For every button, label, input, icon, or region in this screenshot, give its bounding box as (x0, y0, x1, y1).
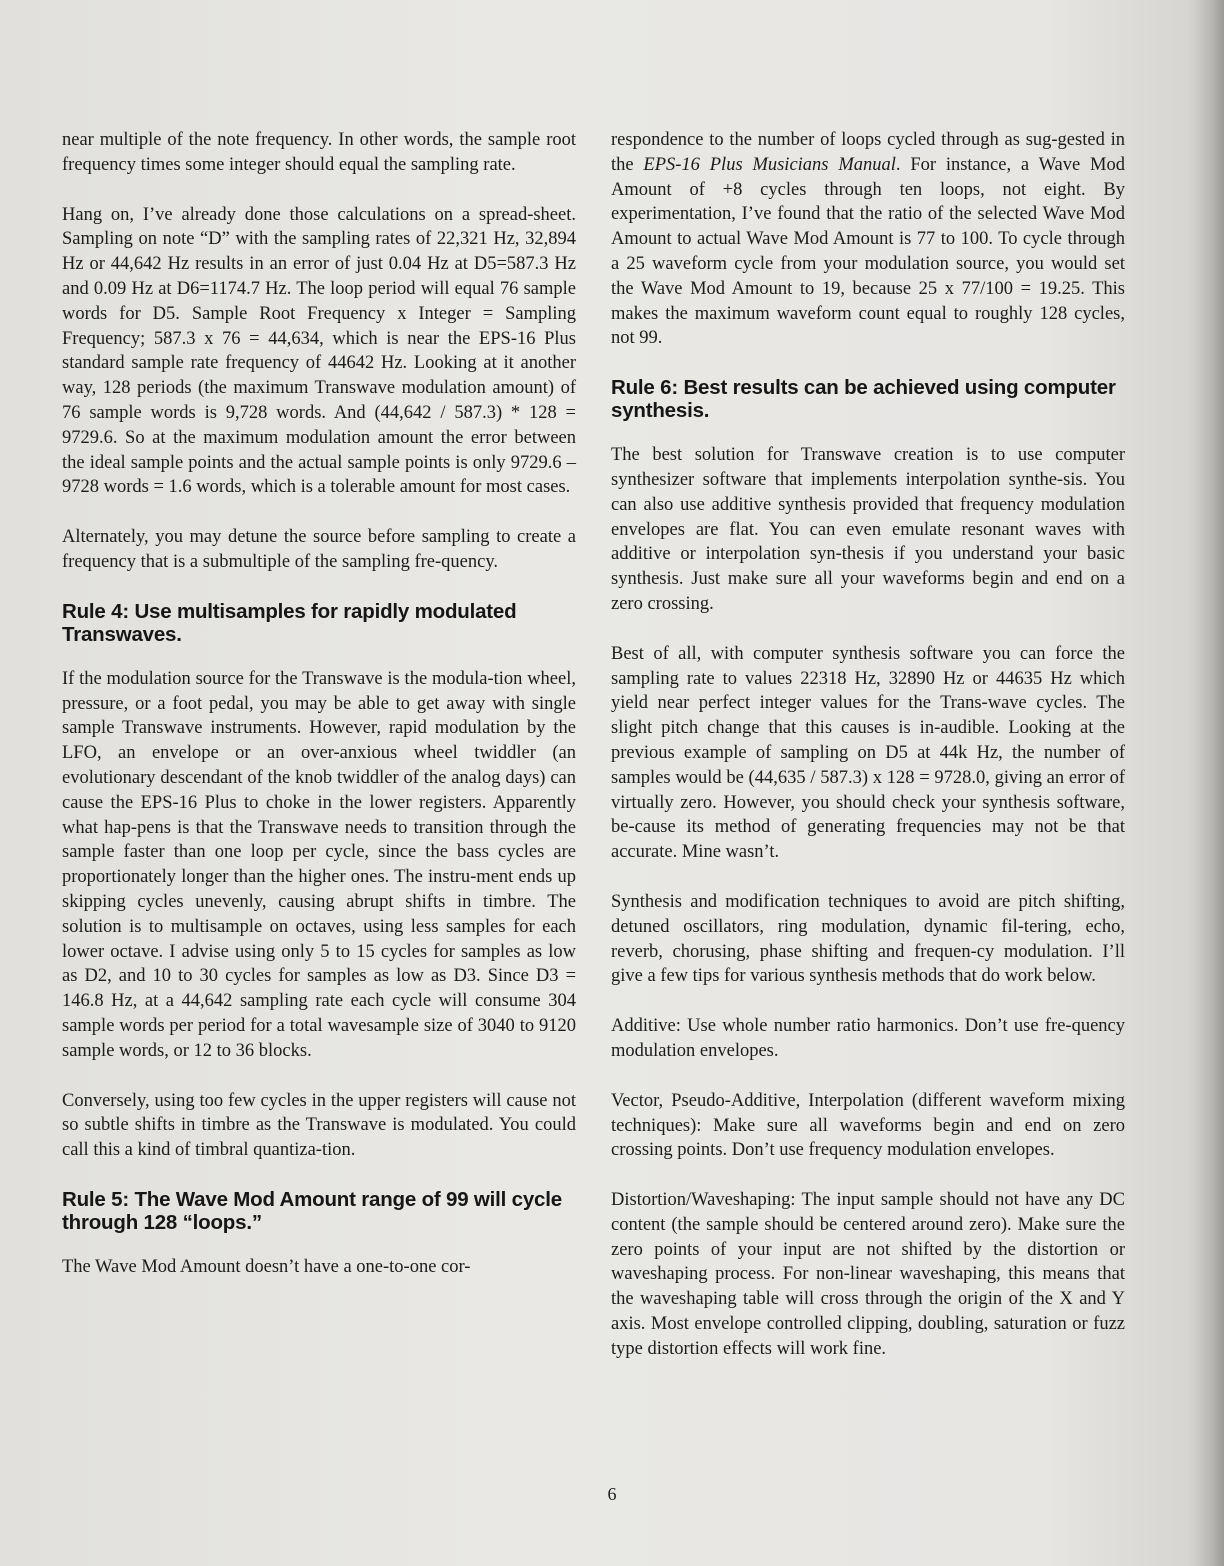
page-number: 6 (607, 1484, 617, 1504)
rule-5-heading: Rule 5: The Wave Mod Amount range of 99 will cycle through 128 “loops.” (62, 1187, 562, 1234)
paragraph-best-solution: The best solution for Transwave creation is to use computer synthesizer software that implements interpolation synthe-sis. You can also use additive synthesis provided that frequency modulation envelopes are flat. You can even emulate resonant waves with additive or interpolation syn-thesis if you understand your basic synthesis. Just make sure all your waveforms begin and end on a zero crossing. (611, 445, 1125, 614)
rule-6-heading: Rule 6: Best results can be achieved using computer synthesis. (611, 376, 1116, 423)
right-column (611, 128, 1125, 1387)
paragraph-wave-mod-amount: The Wave Mod Amount doesn’t have a one-to-one cor- (62, 1256, 471, 1277)
paragraph-distortion-waveshaping: Distortion/Waveshaping: The input sample should not have any DC content (the sample should be centered around zero). Make sure the zero points of your input are not shifted by the distortion or waveshaping process. For non-linear waveshaping, this means that the waveshaping table will cross through the origin of the X and Y axis. Most envelope controlled clipping, doubling, saturation or fuzz type distortion effects will work fine. (611, 1190, 1125, 1359)
paragraph-vector-interpolation: Vector, Pseudo-Additive, Interpolation (different waveform mixing techniques): Make sure all waveforms begin and end on zero crossing points. Don’t use frequency modulation envelopes. (611, 1090, 1125, 1161)
paragraph-additive: Additive: Use whole number ratio harmonics. Don’t use fre-quency modulation envelopes. (611, 1016, 1125, 1061)
text-segment: . For instance, a Wave Mod Amount of +8 cycles through ten loops, not eight. By experimentation, I’ve found that the ratio of the selected Wave Mod Amount to actual Wave Mod Amount is 77 to 100. To cycle through a 25 waveform cycle from your modulation source, you would set the Wave Mod Amount to 19, because 25 x 77/100 = 19.25. This makes the maximum waveform count equal to roughly 128 cycles, not 99. (611, 154, 1125, 349)
manual-title: EPS-16 Plus Musicians Manual (643, 154, 896, 175)
paragraph-multisamples: If the modulation source for the Transwave is the modula-tion wheel, pressure, or a foot pedal, you may be able to get away with single sample Transwave instruments. However, rapid modulation by the LFO, an envelope or an over-anxious wheel twiddler (an evolutionary descendant of the knob twiddler of the analog days) can cause the EPS-16 Plus to choke in the lower registers. Apparently what hap-pens is that the Transwave needs to transition through the sample faster than one loop per cycle, since the bass cycles are proportionately longer than the higher ones. The instru-ment ends up skipping cycles unevenly, causing abrupt shifts in timbre. The solution is to multisample on octaves, using less samples for each lower octave. I advise using only 5 to 15 cycles for samples as low as D2, and 10 to 30 cycles for samples as low as D3. Since D3 = 146.8 Hz, at a 44,642 sampling rate each cycle will consume 304 sample words per period for a total wavesample size of 3040 to 9120 sample words, or 12 to 36 blocks. (62, 668, 576, 1061)
paragraph-spreadsheet-calculation: Hang on, I’ve already done those calculations on a spread-sheet. Sampling on note “D” with the sampling rates of 22,321 Hz, 32,894 Hz or 44,642 Hz results in an error of just 0.04 Hz at D5=587.3 Hz and 0.09 Hz at D6=1174.7 Hz. The loop period will equal 76 sample words for D5. Sample Root Frequency x Integer = Sampling Frequency; 587.3 x 76 = 44,634, which is near the EPS-16 Plus standard sample rate frequency of 44642 Hz. Looking at it another way, 128 periods (the maximum Transwave modulation amount) of 76 sample words is 9,728 words. And (44,642 / 587.3) * 128 = 9729.6. So at the maximum modulation amount the error between the ideal sample points and the actual sample points is only 9729.6 – 9728 words = 1.6 words, which is a tolerable amount for most cases. (62, 204, 576, 498)
paragraph-loop-frequency: near multiple of the note frequency. In other words, the sample root frequency times some integer should equal the sampling rate. (62, 130, 576, 175)
paragraph-techniques-to-avoid: Synthesis and modification techniques to avoid are pitch shifting, detuned oscillators, ring modulation, dynamic fil-tering, echo, reverb, chorusing, phase shifting and frequen-cy modulation. I’ll give a few tips for various synthesis methods that do work below. (611, 891, 1125, 987)
left-column (62, 128, 576, 1305)
paragraph-sampling-rate: Best of all, with computer synthesis software you can force the sampling rate to values 22318 Hz, 32890 Hz or 44635 Hz which yield near perfect integer values for the Trans-wave cycles. The slight pitch change that this causes is in-audible. Looking at the previous example of sampling on D5 at 44k Hz, the number of samples would be (44,635 / 587.3) x 128 = 9728.0, giving an error of virtually zero. However, you should check your synthesis software, be-cause its method of generating frequencies may not be that accurate. Mine wasn’t. (611, 643, 1125, 863)
paragraph-timbral-quantization: Conversely, using too few cycles in the upper registers will cause not so subtle shifts in timbre as the Transwave is modulated. You could call this a kind of timbral quantiza-tion. (62, 1090, 576, 1161)
paragraph-correspondence (611, 128, 1125, 351)
page-spine-shadow (1194, 0, 1224, 1566)
rule-4-heading: Rule 4: Use multisamples for rapidly modulated Transwaves. (62, 599, 517, 646)
text-segment: respondence to the number of loops cycled through as sug-gested in the (611, 130, 1125, 175)
paragraph-detune-source: Alternately, you may detune the source before sampling to create a frequency that is a submultiple of the sampling fre-quency. (62, 527, 576, 572)
